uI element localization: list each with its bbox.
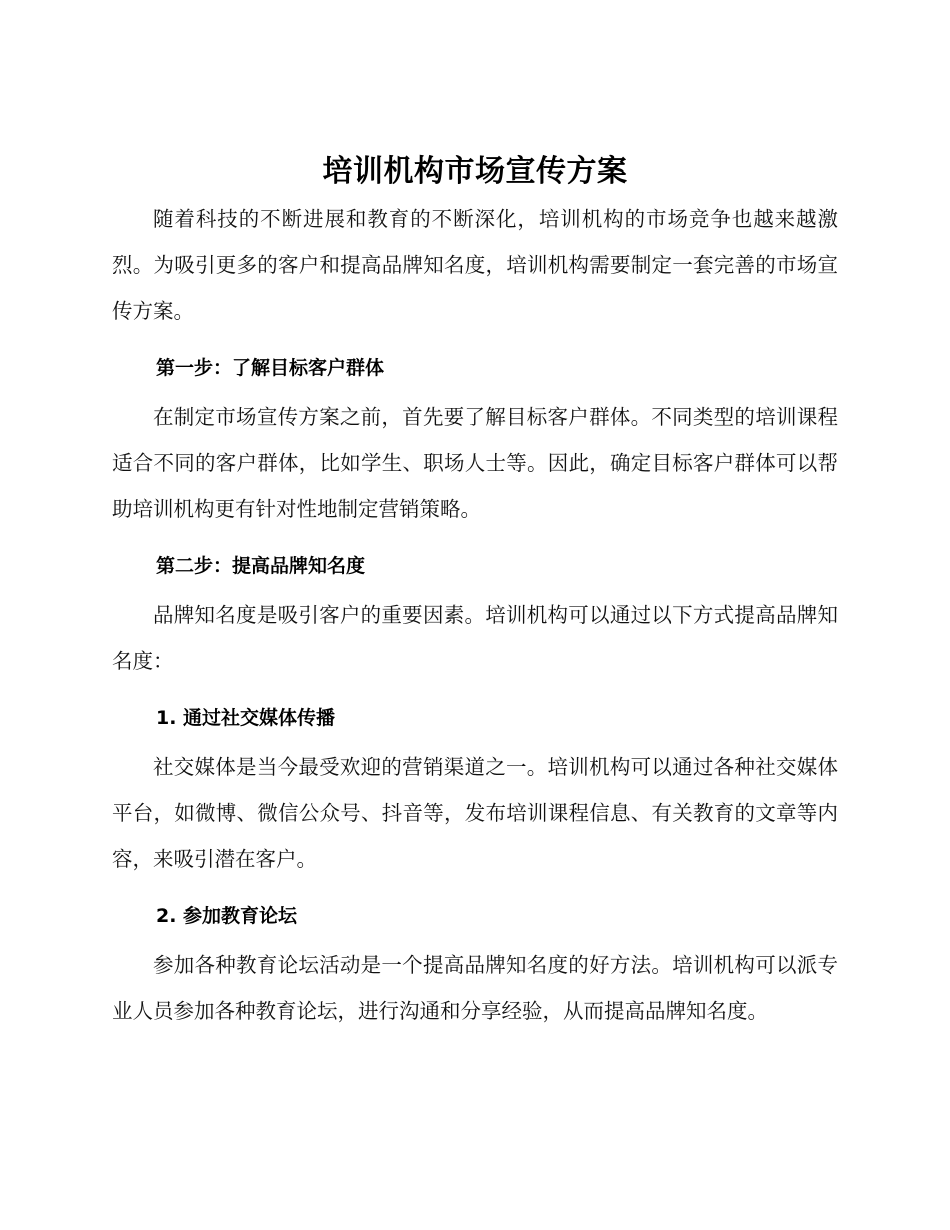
section-paragraph-step-2: 品牌知名度是吸引客户的重要因素。培训机构可以通过以下方式提高品牌知名度： bbox=[112, 603, 838, 673]
section-paragraph-step-1: 在制定市场宣传方案之前，首先要了解目标客户群体。不同类型的培训课程适合不同的客户群体，比如学生、职场人士等。因此，确定目标客户群体可以帮助培训机构更有针对性地制定营销策略。 bbox=[112, 405, 838, 521]
subsection-heading-social-media: 1. 通过社交媒体传播 bbox=[156, 707, 336, 729]
subsection-heading-education-forum: 2. 参加教育论坛 bbox=[156, 905, 298, 927]
section-heading-step-2: 第二步：提高品牌知名度 bbox=[156, 555, 366, 577]
document-title: 培训机构市场宣传方案 bbox=[322, 154, 628, 189]
intro-paragraph: 随着科技的不断进展和教育的不断深化，培训机构的市场竞争也越来越激烈。为吸引更多的客户和提高品牌知名度，培训机构需要制定一套完善的市场宣传方案。 bbox=[112, 207, 838, 323]
subsection-paragraph-social-media: 社交媒体是当今最受欢迎的营销渠道之一。培训机构可以通过各种社交媒体平台，如微博、微信公众号、抖音等，发布培训课程信息、有关教育的文章等内容，来吸引潜在客户。 bbox=[112, 755, 838, 871]
subsection-paragraph-education-forum: 参加各种教育论坛活动是一个提高品牌知名度的好方法。培训机构可以派专业人员参加各种教育论坛，进行沟通和分享经验，从而提高品牌知名度。 bbox=[112, 953, 838, 1023]
section-heading-step-1: 第一步：了解目标客户群体 bbox=[156, 357, 385, 379]
